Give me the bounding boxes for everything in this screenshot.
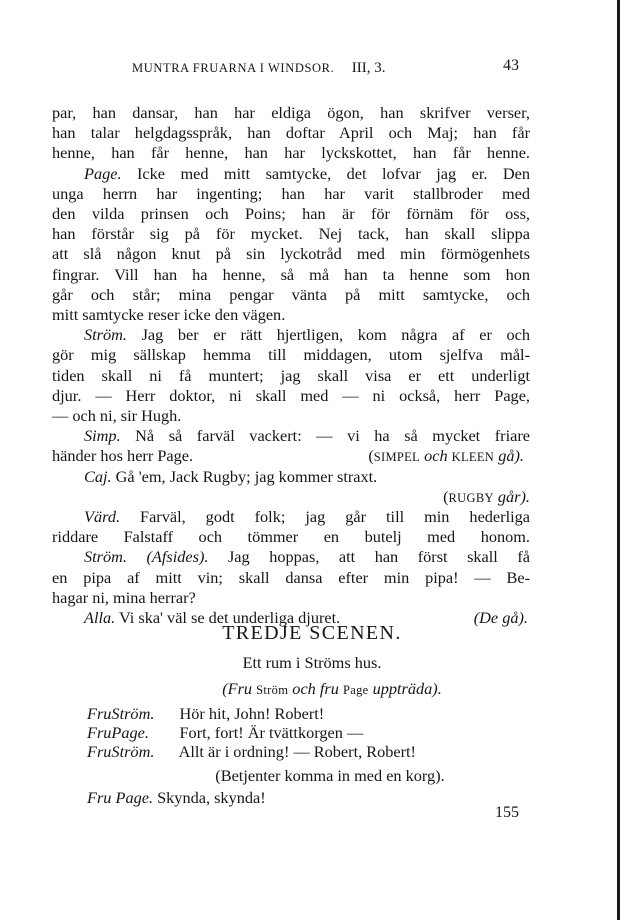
text-line: han förstår sig på för mycket. Nej tack, han skall slippa — [52, 224, 530, 244]
text-line: Ström. Jag ber er rätt hjertligen, kom några af er och — [84, 325, 530, 345]
text-line: en pipa af mitt vin; skall dansa efter min pipa! — Be- — [52, 567, 530, 587]
scene-line-last: Fru Page. Skynda, skynda! — [87, 788, 266, 807]
text-line: riddare Falstaff och tömmer en butelj med honom. — [52, 527, 530, 547]
scene-line: FruPage. Fort, fort! Är tvättkorgen — — [87, 723, 364, 742]
text-line: — och ni, sir Hugh. — [52, 406, 182, 425]
speaker-name: Caj. — [84, 466, 112, 486]
running-title: MUNTRA FRUARNA I WINDSOR. — [132, 61, 335, 75]
text-line: gör mig sällskap hemma till middagen, utom sjelfva mål- — [52, 345, 530, 365]
scene-title: TREDJE SCENEN. — [222, 622, 402, 644]
stage-direction: (Betjenter komma in med en korg). — [215, 766, 445, 785]
speaker-name: Ström. — [84, 547, 127, 567]
text-line: henne, han får henne, han har lyckskottet, han får henne. — [52, 143, 530, 163]
scene-setting: Ett rum i Ströms hus. — [242, 653, 382, 672]
text-line: händer hos herr Page. (SIMPEL och KLEEN gå). — [52, 446, 524, 466]
text-line: att slå någon knut på sin lyckotråd med min förmögenhets — [52, 244, 530, 264]
scene-line: FruStröm. Allt är i ordning! — Robert, Robert! — [87, 742, 416, 761]
speaker-name: Ström. — [84, 325, 127, 345]
speaker-name: Page. — [84, 163, 122, 183]
act-scene: III, 3. — [351, 60, 386, 76]
text-line: går och står; mina pengar vänta på mitt samtycke, och — [52, 284, 530, 304]
text-line: Caj. Gå 'em, Jack Rugby; jag kommer straxt. — [84, 466, 378, 486]
speaker-name: Alla. — [84, 608, 116, 627]
text-line: Page. Icke med mitt samtycke, det lofvar jag er. Den — [84, 163, 530, 183]
entrance-direction: (Fru Ström och fru Page uppträda). — [222, 679, 442, 698]
text-line: par, han dansar, han har eldiga ögon, han skrifver verser, — [52, 103, 530, 122]
page-number: 43 — [503, 57, 519, 74]
text-line: den vilda prinsen och Poins; han är för förnäm för oss, — [52, 204, 530, 223]
running-header — [132, 60, 386, 77]
text-line: djur. — Herr doktor, ni skall med — ni också, herr Page, — [52, 385, 530, 405]
text-line: Värd. Farväl, godt folk; jag går till min hederliga — [84, 507, 530, 526]
text-line: Ström. (Afsides). Jag hoppas, att han först skall få — [84, 547, 530, 567]
signature-number: 155 — [495, 804, 519, 821]
text-line: unga herrn har ingenting; han har varit stallbroder med — [52, 183, 530, 203]
text-line: fingrar. Vill han ha henne, så må han ta henne som hon — [52, 264, 530, 284]
text-line: Simp. Nå så farväl vackert: — vi ha så mycket friare — [84, 426, 530, 446]
text-line: tiden skall ni få muntert; jag skall visa er ett underligt — [52, 365, 530, 385]
scene-line: FruStröm. Hör hit, John! Robert! — [87, 704, 325, 723]
text-line: hagar ni, mina herrar? — [52, 587, 196, 607]
text-line: Alla. Vi ska' väl se det underliga djuret. (De gå). — [84, 608, 528, 627]
speaker-name: Simp. — [84, 426, 121, 446]
text-line: (RUGBY går). — [443, 486, 530, 506]
text-line: han talar helgdagsspråk, han doftar April och Maj; han får — [52, 123, 530, 143]
text-line: mitt samtycke reser icke den vägen. — [52, 305, 286, 324]
speaker-name: Värd. — [84, 507, 121, 526]
